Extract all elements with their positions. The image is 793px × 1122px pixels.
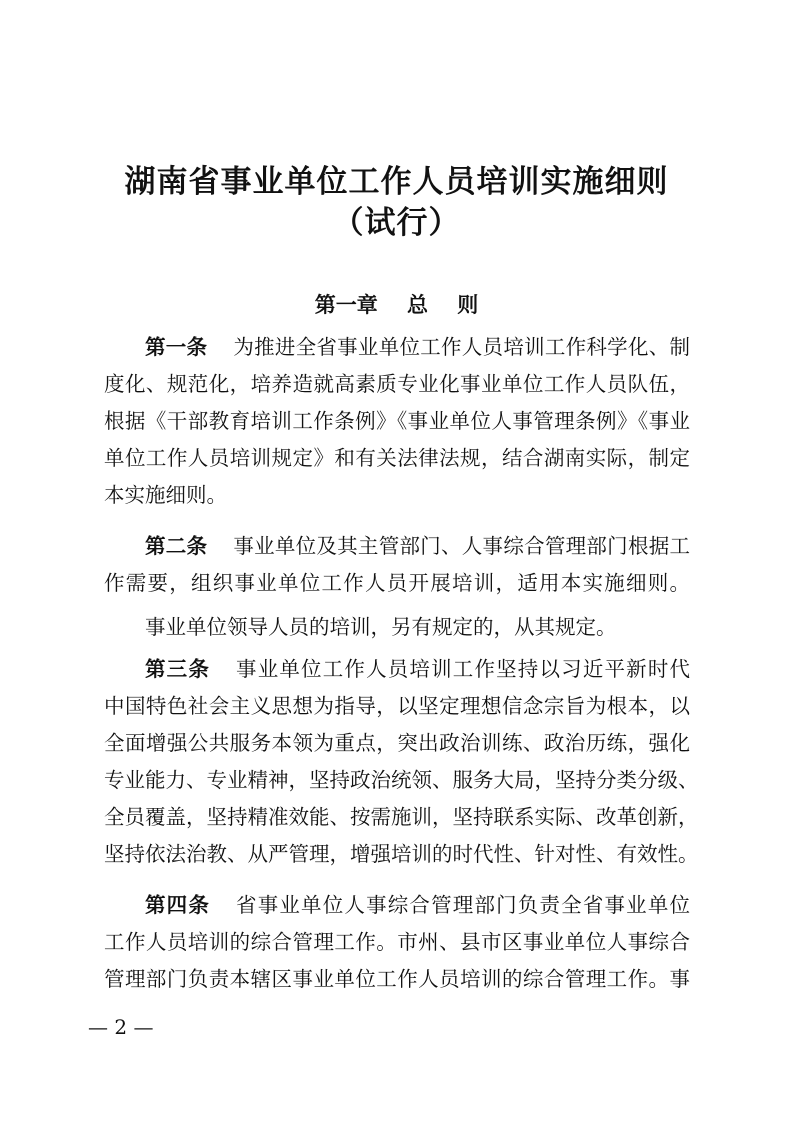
article-4-line-3: 管理部门负责本辖区事业单位工作人员培训的综合管理工作。事 xyxy=(104,967,690,991)
article-4-text: 省事业单位人事综合管理部门负责全省事业单位 xyxy=(236,893,691,917)
article-1-label: 第一条 xyxy=(145,335,208,359)
article-4-label: 第四条 xyxy=(145,893,211,917)
article-3-label: 第三条 xyxy=(145,657,211,681)
article-3-text: 事业单位工作人员培训工作坚持以习近平新时代 xyxy=(236,657,691,681)
article-1-line-2: 度化、规范化，培养造就高素质专业化事业单位工作人员队伍， xyxy=(104,372,690,396)
article-3-line-6: 坚持依法治教、从严管理，增强培训的时代性、针对性、有效性。 xyxy=(104,842,699,866)
article-4-line-1 xyxy=(145,890,690,920)
article-1-text: 为推进全省事业单位工作人员培训工作科学化、制 xyxy=(233,335,690,359)
article-1-line-3: 根据《干部教育培训工作条例》《事业单位人事管理条例》《事业 xyxy=(104,409,690,433)
article-3-line-4: 专业能力、专业精神，坚持政治统领、服务大局，坚持分类分级、 xyxy=(104,768,699,792)
article-1-line-1 xyxy=(145,332,690,362)
article-1-line-5: 本实施细则。 xyxy=(104,483,227,507)
article-2-text: 事业单位及其主管部门、人事综合管理部门根据工 xyxy=(233,534,690,558)
article-3-line-2: 中国特色社会主义思想为指导，以坚定理想信念宗旨为根本，以 xyxy=(104,694,690,718)
article-2-line-1 xyxy=(145,531,690,561)
article-3-line-3: 全面增强公共服务本领为重点，突出政治训练、政治历练，强化 xyxy=(104,731,690,755)
article-2-paragraph-2: 事业单位领导人员的培训，另有规定的，从其规定。 xyxy=(145,615,617,639)
article-2-label: 第二条 xyxy=(145,534,208,558)
chapter-heading: 第一章 总 则 xyxy=(314,293,479,317)
article-3-line-1 xyxy=(145,654,690,684)
article-2-line-2: 作需要，组织事业单位工作人员开展培训，适用本实施细则。 xyxy=(104,571,690,595)
article-3-line-5: 全员覆盖，坚持精准效能、按需施训，坚持联系实际、改革创新， xyxy=(104,805,699,829)
document-subtitle: （试行） xyxy=(332,205,461,241)
article-4-line-2: 工作人员培训的综合管理工作。市州、县市区事业单位人事综合 xyxy=(104,930,690,954)
article-1-line-4: 单位工作人员培训规定》和有关法律法规，结合湖南实际，制定 xyxy=(104,446,690,470)
page-number: — 2 — xyxy=(88,1015,154,1039)
document-title: 湖南省事业单位工作人员培训实施细则 xyxy=(124,164,669,200)
